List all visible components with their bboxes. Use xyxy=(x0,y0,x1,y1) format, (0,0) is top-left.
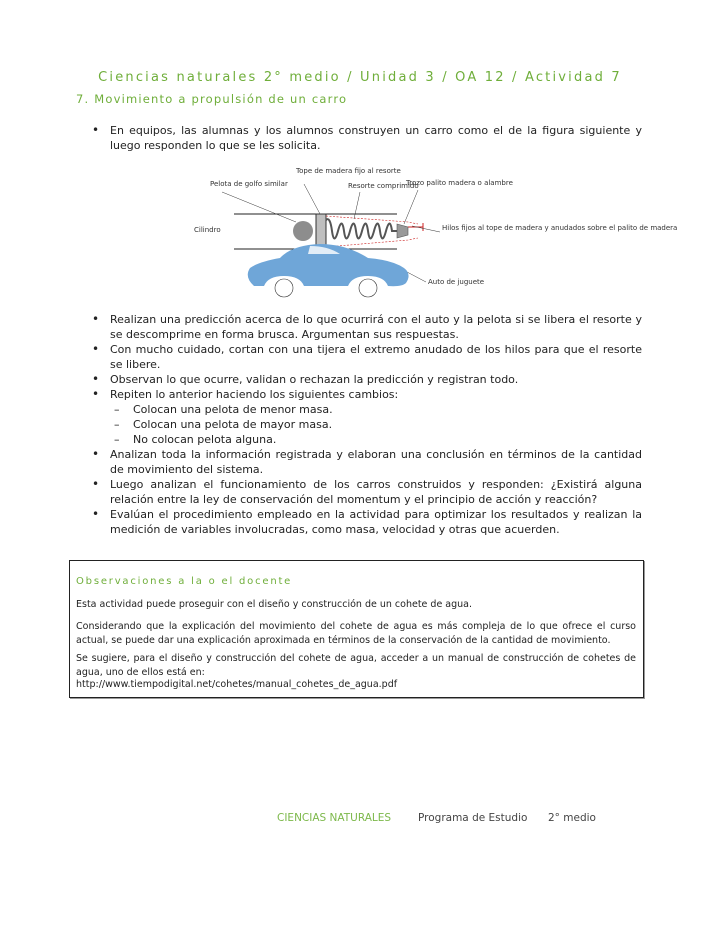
observations-paragraph-1: Esta actividad puede proseguir con el diseño y construcción de un cohete de agua. xyxy=(76,599,473,610)
leader-resorte xyxy=(354,192,360,219)
leader-pelota xyxy=(222,192,296,222)
observations-paragraph-2: Considerando que la explicación del movimiento del cohete de agua es más compleja de lo que ofrece el curso actual, se puede dar una explicación aproximada en términos de la conservación de la cantidad de movimiento. xyxy=(76,621,636,646)
observations-url[interactable]: http://www.tiempodigital.net/cohetes/manual_cohetes_de_agua.pdf xyxy=(76,679,398,690)
spring xyxy=(326,219,397,238)
threads-upper xyxy=(326,216,418,224)
label-pelota: Pelota de golfo similar xyxy=(210,180,288,188)
step-sub-item: – Colocan una pelota de mayor masa. xyxy=(88,417,642,432)
label-hilos: Hilos fijos al tope de madera y anudados sobre el palito de madera xyxy=(442,224,678,232)
label-cilindro: Cilindro xyxy=(194,226,221,234)
step-bullet: • Observan lo que ocurre, validan o rechazan la predicción y registran todo. xyxy=(88,372,642,387)
footer-program: Programa de Estudio xyxy=(418,812,528,824)
steps-list xyxy=(88,312,642,537)
step-bullet: • Con mucho cuidado, cortan con una tijera el extremo anudado de los hilos para que el resorte se libere. xyxy=(88,342,642,372)
step-bullet: • Evalúan el procedimiento empleado en la actividad para optimizar los resultados y realizan la medición de variables involucradas, como masa, velocidad y otras que acuerden. xyxy=(88,507,642,537)
step-sub-item: – No colocan pelota alguna. xyxy=(88,432,642,447)
step-bullet: • Realizan una predicción acerca de lo que ocurrirá con el auto y la pelota si se libera el resorte y se descomprime en forma brusca. Argumentan sus respuestas. xyxy=(88,312,642,342)
threads-lower xyxy=(326,238,418,247)
label-tope: Tope de madera fijo al resorte xyxy=(296,167,401,175)
leader-trozo xyxy=(404,190,418,224)
leader-auto xyxy=(407,272,426,282)
footer-grade: 2° medio xyxy=(548,812,596,824)
label-resorte: Resorte comprimido xyxy=(348,182,419,190)
label-auto: Auto de juguete xyxy=(428,278,485,286)
page-header-title: Ciencias naturales 2° medio / Unidad 3 / OA 12 / Actividad 7 xyxy=(98,70,622,85)
carro-figure xyxy=(192,164,678,307)
intro-bullet: • En equipos, las alumnas y los alumnos construyen un carro como el de la figura siguiente y luego responden lo que se les solicita. xyxy=(88,123,642,153)
golf-ball xyxy=(293,221,313,241)
step-sub-item: – Colocan una pelota de menor masa. xyxy=(88,402,642,417)
wooden-stick xyxy=(397,224,408,238)
observations-paragraph-3: Se sugiere, para el diseño y construcción del cohete de agua, acceder a un manual de construcción de cohetes de agua, uno de ellos está en: xyxy=(76,653,636,678)
leader-hilos xyxy=(412,226,440,232)
section-title: 7. Movimiento a propulsión de un carro xyxy=(76,92,348,106)
teacher-observations-box xyxy=(69,560,644,698)
intro-list xyxy=(88,123,642,153)
footer-subject: CIENCIAS NATURALES xyxy=(277,812,392,824)
wheel-cover xyxy=(272,288,382,300)
label-trozo: Trozo palito madera o alambre xyxy=(406,179,513,187)
step-bullet: • Analizan toda la información registrada y elaboran una conclusión en términos de la cantidad de movimiento del sistema. xyxy=(88,447,642,477)
observations-title: Observaciones a la o el docente xyxy=(76,576,293,587)
step-bullet: • Repiten lo anterior haciendo los siguientes cambios: xyxy=(88,387,642,402)
wooden-stop xyxy=(316,214,326,249)
step-bullet: • Luego analizan el funcionamiento de los carros construidos y responden: ¿Existirá alguna relación entre la ley de conservación del momentum y el principio de acción y reacción? xyxy=(88,477,642,507)
leader-tope xyxy=(304,184,320,214)
